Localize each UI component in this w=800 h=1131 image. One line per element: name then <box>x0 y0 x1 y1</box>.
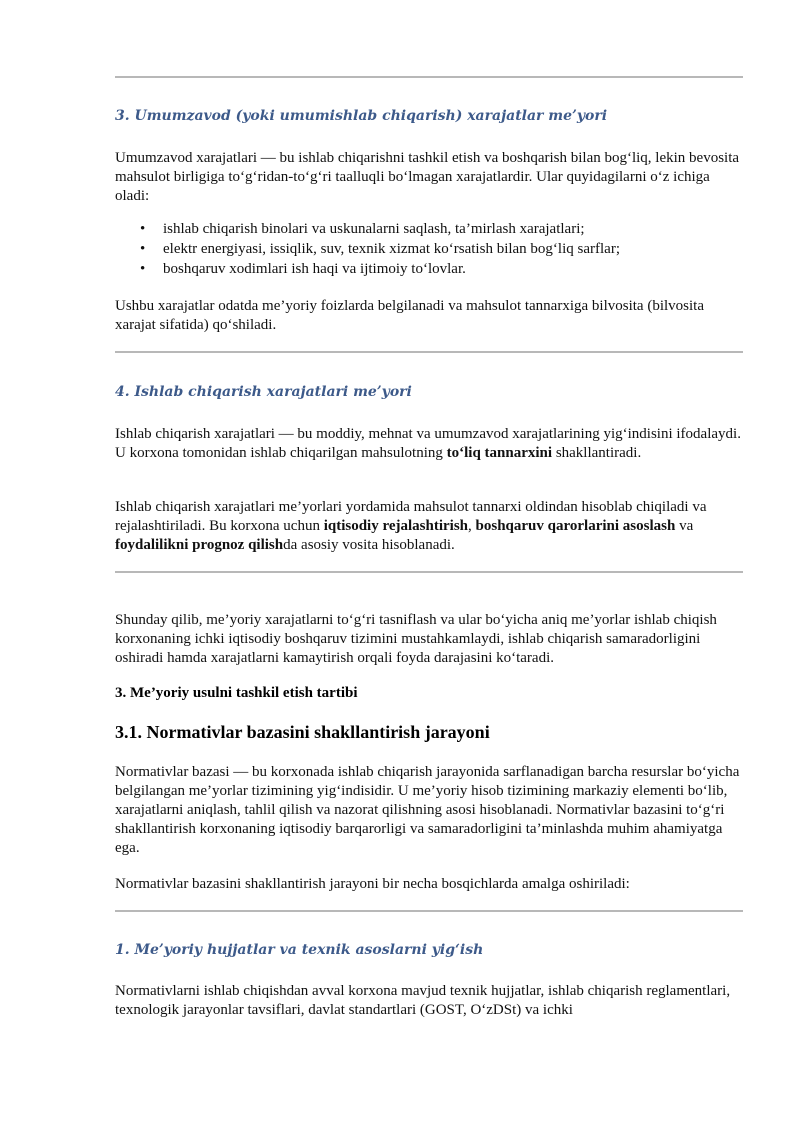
subsection-3-1-paragraph-1: Normativlar bazasi — bu korxonada ishlab chiqarish jarayonida sarflanadigan barcha resurslar bo‘yicha belgilangan me’yorlar tizimining yig‘indisidir. U me’yoriy hisob tizimining markaziy elementi bo‘lib, xarajatlarni aniqlash, tahlil qilish va nazorat qilishning asosi hisoblanadi. Normativlar bazasini to‘g‘ri shakllantirish korxonaning iqtisodiy barqarorligi va samaradorligini ta’minlashda muhim ahamiyatga ega. <box>115 764 740 856</box>
section-4-paragraph-2: Ishlab chiqarish xarajatlari me’yorlari yordamida mahsulot tannarxi oldindan hisoblab chiqiladi va rejalashtiriladi. Bu korxona uchun iqtisodiy rejalashtirish, boshqaruv qarorlarini asoslash va foydalilikni prognoz qilishda asosiy vosita hisoblanadi. <box>115 499 707 553</box>
emphasis-economic-planning: iqtisodiy rejalashtirish <box>323 518 469 534</box>
emphasis-profitability-forecast: foydalilikni prognoz qilish <box>115 537 284 553</box>
subsection-3-1-paragraph-2: Normativlar bazasini shakllantirish jarayoni bir necha bosqichlarda amalga oshiriladi: <box>115 876 630 892</box>
divider <box>115 910 743 912</box>
subsection-3-1-heading: 3.1. Normativlar bazasini shakllantirish jarayoni <box>115 722 490 742</box>
chapter-3-heading: 3. Me’yoriy usulni tashkil etish tartibi <box>115 685 358 701</box>
step-1-heading: 1. Me’yoriy hujjatlar va texnik asoslarni yig‘ish <box>115 942 484 958</box>
section-3-outro: Ushbu xarajatlar odatda me’yoriy foizlarda belgilanadi va mahsulot tannarxiga bilvosita (bilvosita xarajat sifatida) qo‘shiladi. <box>115 298 704 333</box>
step-1-paragraph: Normativlarni ishlab chiqishdan avval korxona mavjud texnik hujjatlar, ishlab chiqarish reglamentlari, texnologik jarayonlar tavsiflari, davlat standartlari (GOST, O‘zDSt) va ichki <box>115 983 731 1018</box>
section-3-bullet-list <box>115 219 745 279</box>
list-item: • ishlab chiqarish binolari va uskunalarni saqlash, ta’mirlash xarajatlari; <box>115 219 745 239</box>
list-item: • elektr energiyasi, issiqlik, suv, texnik xizmat ko‘rsatish bilan bog‘liq sarflar; <box>115 239 745 259</box>
section-4-heading: 4. Ishlab chiqarish xarajatlari me’yori <box>115 384 412 400</box>
emphasis-management-decisions: boshqaruv qarorlarini asoslash <box>475 518 676 534</box>
divider <box>115 351 743 353</box>
summary-paragraph: Shunday qilib, me’yoriy xarajatlarni to‘g‘ri tasniflash va ular bo‘yicha aniq me’yorlar ishlab chiqish korxonaning ichki iqtisodiy boshqaruv tizimini mustahkamlaydi, ishlab chiqarish samaradorligini oshiradi hamda xarajatlarni kamaytirish orqali foyda darajasini ko‘taradi. <box>115 612 717 666</box>
emphasis-full-cost: to‘liq tannarxini <box>446 445 553 461</box>
divider <box>115 76 743 78</box>
section-4-paragraph-1: Ishlab chiqarish xarajatlari — bu moddiy, mehnat va umumzavod xarajatlarining yig‘indisini ifodalaydi. U korxona tomonidan ishlab chiqarilgan mahsulotning to‘liq tannarxini shakllantiradi. <box>115 426 741 461</box>
section-3-heading: 3. Umumzavod (yoki umumishlab chiqarish) xarajatlar me’yori <box>115 108 608 124</box>
section-3-intro: Umumzavod xarajatlari — bu ishlab chiqarishni tashkil etish va boshqarish bilan bog‘liq, lekin bevosita mahsulot birligiga to‘g‘ridan-to‘g‘ri taalluqli bo‘lmagan xarajatlardir. Ular quyidagilarni o‘z ichiga oladi: <box>115 150 740 204</box>
list-item: • boshqaruv xodimlari ish haqi va ijtimoiy to‘lovlar. <box>115 259 745 279</box>
divider <box>115 571 743 573</box>
